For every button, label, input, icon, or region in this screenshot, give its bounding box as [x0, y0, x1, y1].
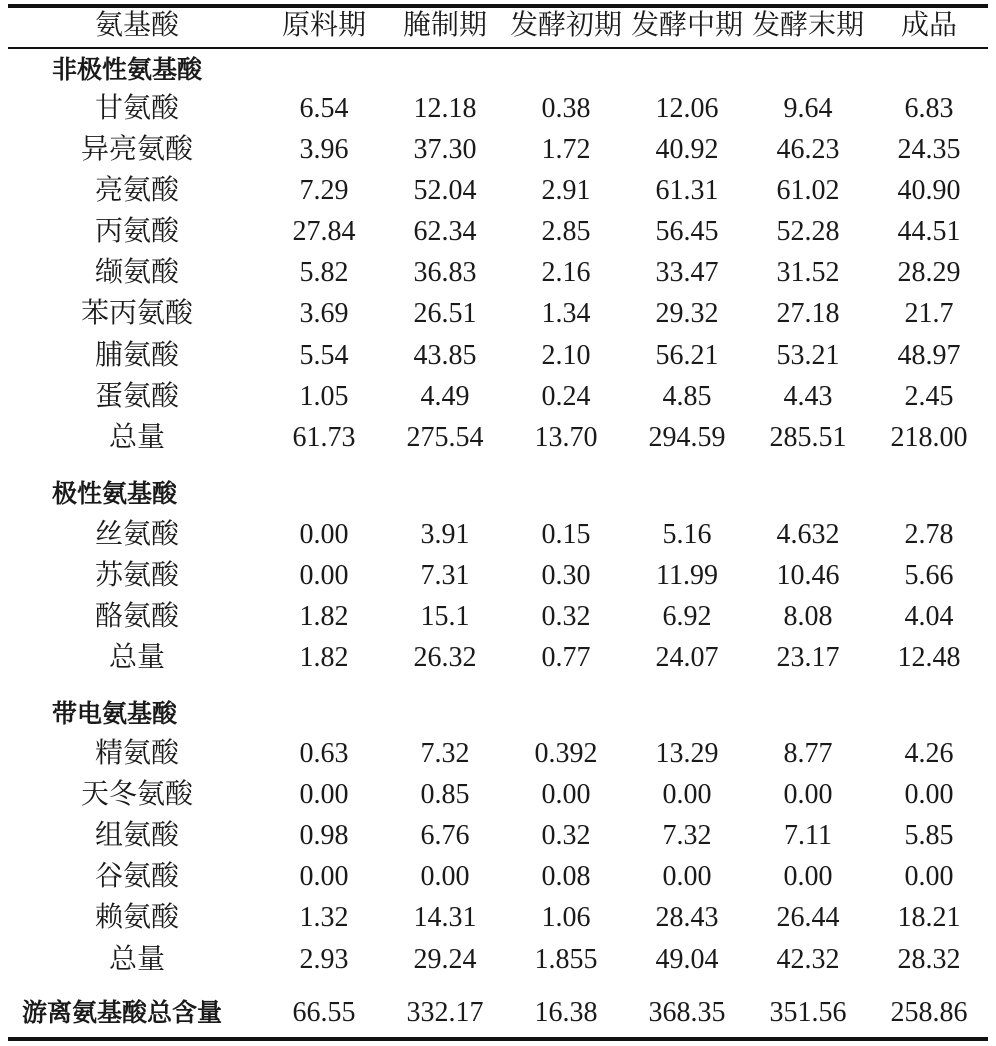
table-cell: 2.45	[904, 381, 954, 412]
table-cell: 0.15	[541, 519, 591, 550]
table-cell: 0.00	[783, 779, 833, 810]
table-cell: 2.78	[904, 519, 954, 550]
table-cell: 0.38	[541, 93, 591, 124]
table-cell: 6.76	[420, 820, 470, 851]
table-cell: 61.31	[655, 175, 719, 206]
table-cell: 285.51	[769, 422, 847, 453]
table-cell: 27.84	[292, 216, 356, 247]
table-cell: 7.11	[784, 820, 832, 851]
table-cell: 10.46	[776, 560, 840, 591]
table-cell: 61.02	[776, 175, 840, 206]
table-cell: 12.48	[897, 642, 961, 673]
table-cell: 12.18	[413, 93, 477, 124]
table-cell: 26.32	[413, 642, 477, 673]
table-row	[0, 556, 996, 596]
table-cell: 15.1	[420, 601, 470, 632]
table-cell: 11.99	[656, 560, 718, 591]
table-cell: 56.21	[655, 340, 719, 371]
table-cell: 5.85	[904, 820, 954, 851]
table-row	[0, 377, 996, 417]
table-cell: 1.34	[541, 298, 591, 329]
table-cell: 1.32	[299, 902, 349, 933]
table-cell: 0.24	[541, 381, 591, 412]
table-cell: 3.96	[299, 134, 349, 165]
table-cell: 0.85	[420, 779, 470, 810]
table-cell: 28.29	[897, 257, 961, 288]
section-label: 带电氨基酸	[52, 699, 178, 728]
table-cell: 40.92	[655, 134, 719, 165]
row-label: 赖氨酸	[94, 902, 179, 933]
table-row	[0, 515, 996, 555]
table-cell: 0.00	[299, 861, 349, 892]
table-cell: 7.31	[420, 560, 470, 591]
table-cell: 294.59	[648, 422, 726, 453]
table-cell: 2.85	[541, 216, 591, 247]
table-row	[0, 253, 996, 293]
row-label: 氨基酸	[94, 10, 179, 41]
table-cell: 0.00	[662, 779, 712, 810]
row-label: 亮氨酸	[94, 175, 179, 206]
row-label: 丝氨酸	[94, 519, 179, 550]
table-row	[0, 171, 996, 211]
table-row	[0, 212, 996, 252]
table-cell: 1.06	[541, 902, 591, 933]
table-cell: 0.00	[783, 861, 833, 892]
table-row	[0, 775, 996, 815]
table-row	[0, 418, 996, 458]
row-label: 苏氨酸	[94, 560, 179, 591]
table-cell: 6.54	[299, 93, 349, 124]
table-cell: 2.93	[299, 944, 349, 975]
table-row	[0, 734, 996, 774]
table-cell: 4.26	[904, 738, 954, 769]
row-label: 苯丙氨酸	[80, 298, 193, 329]
section-header-row	[0, 50, 996, 90]
table-cell: 7.32	[662, 820, 712, 851]
table-cell: 53.21	[776, 340, 840, 371]
table-cell: 28.43	[655, 902, 719, 933]
table-cell: 2.10	[541, 340, 591, 371]
table-cell: 21.7	[904, 298, 954, 329]
table-cell: 发酵初期	[509, 10, 622, 41]
table-cell: 46.23	[776, 134, 840, 165]
table-cell: 4.85	[662, 381, 712, 412]
table-cell: 5.66	[904, 560, 954, 591]
table-cell: 0.00	[299, 779, 349, 810]
table-cell: 13.70	[534, 422, 598, 453]
table-cell: 43.85	[413, 340, 477, 371]
table-cell: 13.29	[655, 738, 719, 769]
table-cell: 4.49	[420, 381, 470, 412]
table-row	[0, 89, 996, 129]
section-header-row	[0, 694, 996, 734]
table-cell: 3.91	[420, 519, 470, 550]
table-cell: 42.32	[776, 944, 840, 975]
table-cell: 27.18	[776, 298, 840, 329]
table-cell: 腌制期	[402, 10, 487, 41]
row-label: 谷氨酸	[94, 861, 179, 892]
table-cell: 0.00	[541, 779, 591, 810]
table-row	[0, 294, 996, 334]
table-cell: 成品	[900, 10, 957, 41]
table-cell: 62.34	[413, 216, 477, 247]
table-cell: 0.63	[299, 738, 349, 769]
table-bottom-rule	[8, 1037, 988, 1041]
row-label: 总量	[108, 944, 165, 975]
table-cell: 2.91	[541, 175, 591, 206]
table-cell: 6.92	[662, 601, 712, 632]
table-header-row	[0, 6, 996, 46]
section-label: 极性氨基酸	[52, 479, 178, 508]
table-cell: 29.32	[655, 298, 719, 329]
table-cell: 48.97	[897, 340, 961, 371]
table-cell: 发酵中期	[630, 10, 743, 41]
table-cell: 26.44	[776, 902, 840, 933]
table-cell: 28.32	[897, 944, 961, 975]
table-cell: 29.24	[413, 944, 477, 975]
row-label: 天冬氨酸	[80, 779, 193, 810]
table-cell: 0.00	[904, 779, 954, 810]
table-cell: 0.30	[541, 560, 591, 591]
table-row	[0, 638, 996, 678]
table-row	[0, 940, 996, 980]
table-cell: 5.16	[662, 519, 712, 550]
table-cell: 4.632	[776, 519, 840, 550]
table-cell: 0.392	[534, 738, 598, 769]
table-cell: 9.64	[783, 93, 833, 124]
table-cell: 26.51	[413, 298, 477, 329]
row-label: 组氨酸	[94, 820, 179, 851]
row-label: 丙氨酸	[94, 216, 179, 247]
table-cell: 12.06	[655, 93, 719, 124]
table-cell: 24.35	[897, 134, 961, 165]
table-cell: 16.38	[534, 997, 598, 1028]
table-cell: 0.00	[299, 560, 349, 591]
row-label: 总量	[108, 422, 165, 453]
section-label: 非极性氨基酸	[52, 55, 203, 84]
table-cell: 0.98	[299, 820, 349, 851]
table-cell: 44.51	[897, 216, 961, 247]
table-cell: 52.28	[776, 216, 840, 247]
table-cell: 4.43	[783, 381, 833, 412]
section-header-row	[0, 474, 996, 514]
table-cell: 0.77	[541, 642, 591, 673]
table-cell: 368.35	[648, 997, 726, 1028]
table-cell: 40.90	[897, 175, 961, 206]
table-cell: 0.00	[299, 519, 349, 550]
table-cell: 8.77	[783, 738, 833, 769]
table-cell: 258.86	[890, 997, 968, 1028]
grand-total-label: 游离氨基酸总含量	[22, 998, 223, 1027]
table-cell: 275.54	[406, 422, 484, 453]
table-cell: 8.08	[783, 601, 833, 632]
grand-total-row	[0, 993, 996, 1033]
table-cell: 37.30	[413, 134, 477, 165]
table-cell: 0.00	[662, 861, 712, 892]
table-row	[0, 816, 996, 856]
row-label: 脯氨酸	[94, 340, 179, 371]
table-cell: 4.04	[904, 601, 954, 632]
row-label: 蛋氨酸	[94, 381, 179, 412]
table-cell: 23.17	[776, 642, 840, 673]
table-row	[0, 898, 996, 938]
row-label: 缬氨酸	[94, 257, 179, 288]
table-cell: 0.08	[541, 861, 591, 892]
table-header-rule	[8, 47, 988, 49]
table-cell: 5.82	[299, 257, 349, 288]
table-row	[0, 336, 996, 376]
row-label: 总量	[108, 642, 165, 673]
table-row	[0, 130, 996, 170]
table-cell: 7.32	[420, 738, 470, 769]
table-cell: 0.32	[541, 820, 591, 851]
row-label: 异亮氨酸	[80, 134, 193, 165]
table-cell: 18.21	[897, 902, 961, 933]
table-cell: 61.73	[292, 422, 356, 453]
table-cell: 14.31	[413, 902, 477, 933]
table-cell: 发酵末期	[751, 10, 864, 41]
table-cell: 0.00	[420, 861, 470, 892]
row-label: 甘氨酸	[94, 93, 179, 124]
table-cell: 332.17	[406, 997, 484, 1028]
table-cell: 原料期	[281, 10, 366, 41]
table-row	[0, 597, 996, 637]
table-cell: 49.04	[655, 944, 719, 975]
table-cell: 1.82	[299, 642, 349, 673]
table-cell: 5.54	[299, 340, 349, 371]
row-label: 酪氨酸	[94, 601, 179, 632]
table-cell: 56.45	[655, 216, 719, 247]
table-cell: 6.83	[904, 93, 954, 124]
table-cell: 1.82	[299, 601, 349, 632]
table-cell: 52.04	[413, 175, 477, 206]
table-cell: 31.52	[776, 257, 840, 288]
table-cell: 24.07	[655, 642, 719, 673]
table-cell: 0.00	[904, 861, 954, 892]
row-label: 精氨酸	[94, 738, 179, 769]
table-cell: 218.00	[890, 422, 968, 453]
table-cell: 1.05	[299, 381, 349, 412]
table-cell: 36.83	[413, 257, 477, 288]
table-row	[0, 857, 996, 897]
table-cell: 1.72	[541, 134, 591, 165]
table-cell: 7.29	[299, 175, 349, 206]
table-cell: 1.855	[534, 944, 598, 975]
table-cell: 0.32	[541, 601, 591, 632]
table-cell: 3.69	[299, 298, 349, 329]
table-cell: 351.56	[769, 997, 847, 1028]
table-cell: 66.55	[292, 997, 356, 1028]
table-cell: 33.47	[655, 257, 719, 288]
table-cell: 2.16	[541, 257, 591, 288]
